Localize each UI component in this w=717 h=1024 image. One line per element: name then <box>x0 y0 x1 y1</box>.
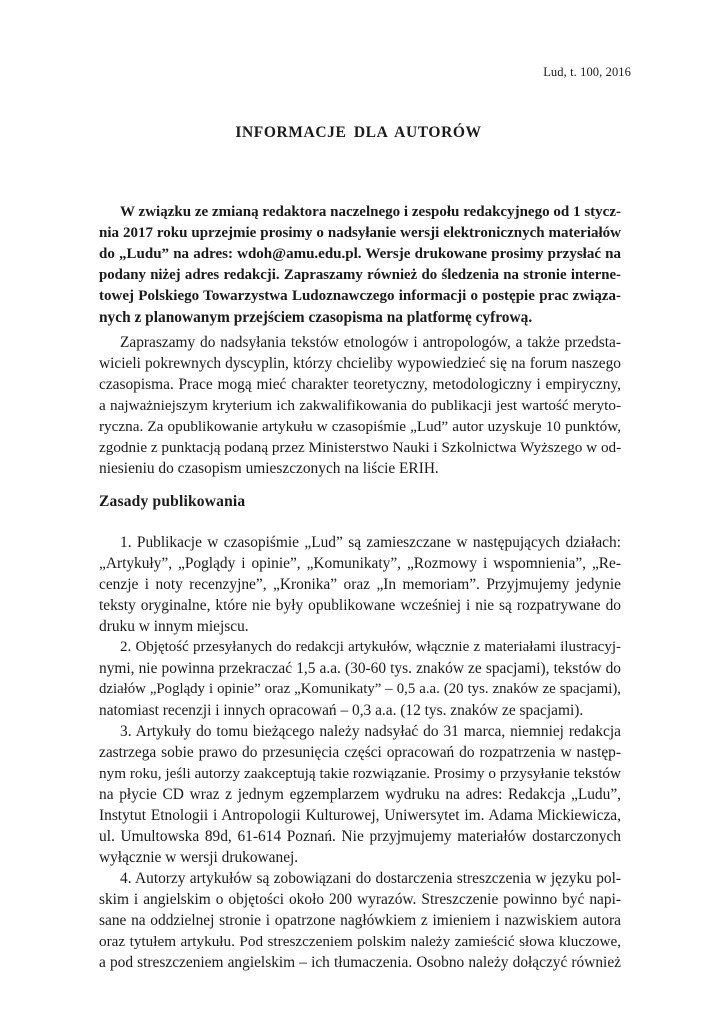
rule-line: „Artykuły”, „Poglądy i opinie”, „Komunikaty”, „Rozmowy i wspomnienia”, „Re- <box>99 555 621 572</box>
rule-line: na płycie CD wraz z jednym egzemplarzem wydruku na adres: Redakcja „Ludu”, <box>99 786 621 803</box>
rule-line: nymi, nie powinna przekraczać 1,5 a.a. (30-60 tys. znaków ze spacjami), tekstów do <box>99 660 621 677</box>
rule-line: skim i angielskim o objętości około 200 wyrazów. Streszczenie powinno być napi- <box>99 891 621 908</box>
intro-notice <box>99 202 621 328</box>
section-heading: Zasady publikowania <box>99 493 246 510</box>
intro-line: W związku ze zmianą redaktora naczelnego i zespołu redakcyjnego od 1 stycz- <box>120 204 621 220</box>
rule-line: ul. Umultowska 89d, 61-614 Poznań. Nie przyjmujemy materiałów dostarczonych <box>99 828 621 845</box>
rule-line: sane na oddzielnej stronie i opatrzone nagłówkiem z imieniem i nazwiskiem autora <box>99 912 621 929</box>
paragraph-line: wicieli pokrewnych dyscyplin, którzy chcieliby wypowiedzieć się na forum naszego <box>99 355 621 372</box>
rule-line: 2. Objętość przesyłanych do redakcji artykułów, włącznie z materiałami ilustracyj- <box>120 639 621 655</box>
invitation-paragraph <box>99 332 621 479</box>
intro-line: towej Polskiego Towarzystwa Ludoznawczego informacji o postępie prac związa- <box>99 288 621 304</box>
paragraph-line: zgodnie z punktacją podaną przez Ministerstwo Nauki i Szkolnictwa Wyższego w od- <box>99 439 621 456</box>
rule-line: Instytut Etnologii i Antropologii Kulturowej, Uniwersytet im. Adama Mickiewicza, <box>99 807 621 824</box>
rule-line: 3. Artykuły do tomu bieżącego należy nadsyłać do 31 marca, niemniej redakcja <box>120 723 621 740</box>
rule-line: 4. Autorzy artykułów są zobowiązani do dostarczenia streszczenia w języku pol- <box>120 870 621 887</box>
page-title: INFORMACJE DLA AUTORÓW <box>235 124 482 141</box>
running-head: Lud, t. 100, 2016 <box>543 65 631 79</box>
intro-line: nia 2017 roku uprzejmie prosimy o nadsyłanie wersji elektronicznych materiałów <box>99 225 621 241</box>
rule-line: wyłącznie w wersji drukowanej. <box>99 849 299 866</box>
paragraph-line: niesieniu do czasopism umieszczonych na liście ERIH. <box>99 460 439 477</box>
intro-line: do „Ludu” na adres: wdoh@amu.edu.pl. Wersje drukowane prosimy przysłać na <box>99 246 621 262</box>
intro-line: podany niżej adres redakcji. Zapraszamy również do śledzenia na stronie interne- <box>99 267 621 283</box>
publishing-rules <box>99 532 621 973</box>
rule-line: oraz tytułem artykułu. Pod streszczeniem polskim należy zamieścić słowa kluczowe, <box>99 933 621 950</box>
rule-line: natomiast recenzji i innych opracowań – 0,3 a.a. (12 tys. znaków ze spacjami). <box>99 702 584 719</box>
rule-line: cenzje i noty recenzyjne”, „Kronika” oraz „In memoriam”. Przyjmujemy jedynie <box>99 576 621 593</box>
rule-line: druku w innym miejscu. <box>99 618 249 635</box>
rule-line: teksty oryginalne, które nie były opublikowane wcześniej i nie są rozpatrywane do <box>99 597 621 614</box>
paragraph-line: czasopisma. Prace mogą mieć charakter teoretyczny, metodologiczny i empiryczny, <box>99 376 621 393</box>
rule-line: nym roku, jeśli autorzy zaakceptują takie rozwiązanie. Prosimy o przysyłanie tekstów <box>99 765 621 782</box>
rule-line: działów „Poglądy i opinie” oraz „Komunikaty” – 0,5 a.a. (20 tys. znaków ze spacjami), <box>99 681 621 697</box>
rule-line: a pod streszczeniem angielskim – ich tłumaczenia. Osobno należy dołączyć również <box>99 954 621 971</box>
intro-line: nych z planowanym przejściem czasopisma na platformę cyfrową. <box>99 309 533 326</box>
paragraph-line: Zapraszamy do nadsyłania tekstów etnologów i antropologów, a także przedsta- <box>120 334 621 351</box>
paragraph-line: ryczna. Za opublikowanie artykułu w czasopiśmie „Lud” autor uzyskuje 10 punktów, <box>99 418 621 435</box>
paragraph-line: a najważniejszym kryterium ich zakwalifikowania do publikacji jest wartość meryto- <box>99 397 621 414</box>
rule-line: 1. Publikacje w czasopiśmie „Lud” są zamieszczane w następujących działach: <box>120 534 621 551</box>
rule-line: zastrzega sobie prawo do przesunięcia części opracowań do rozpatrzenia w następ- <box>99 744 621 761</box>
